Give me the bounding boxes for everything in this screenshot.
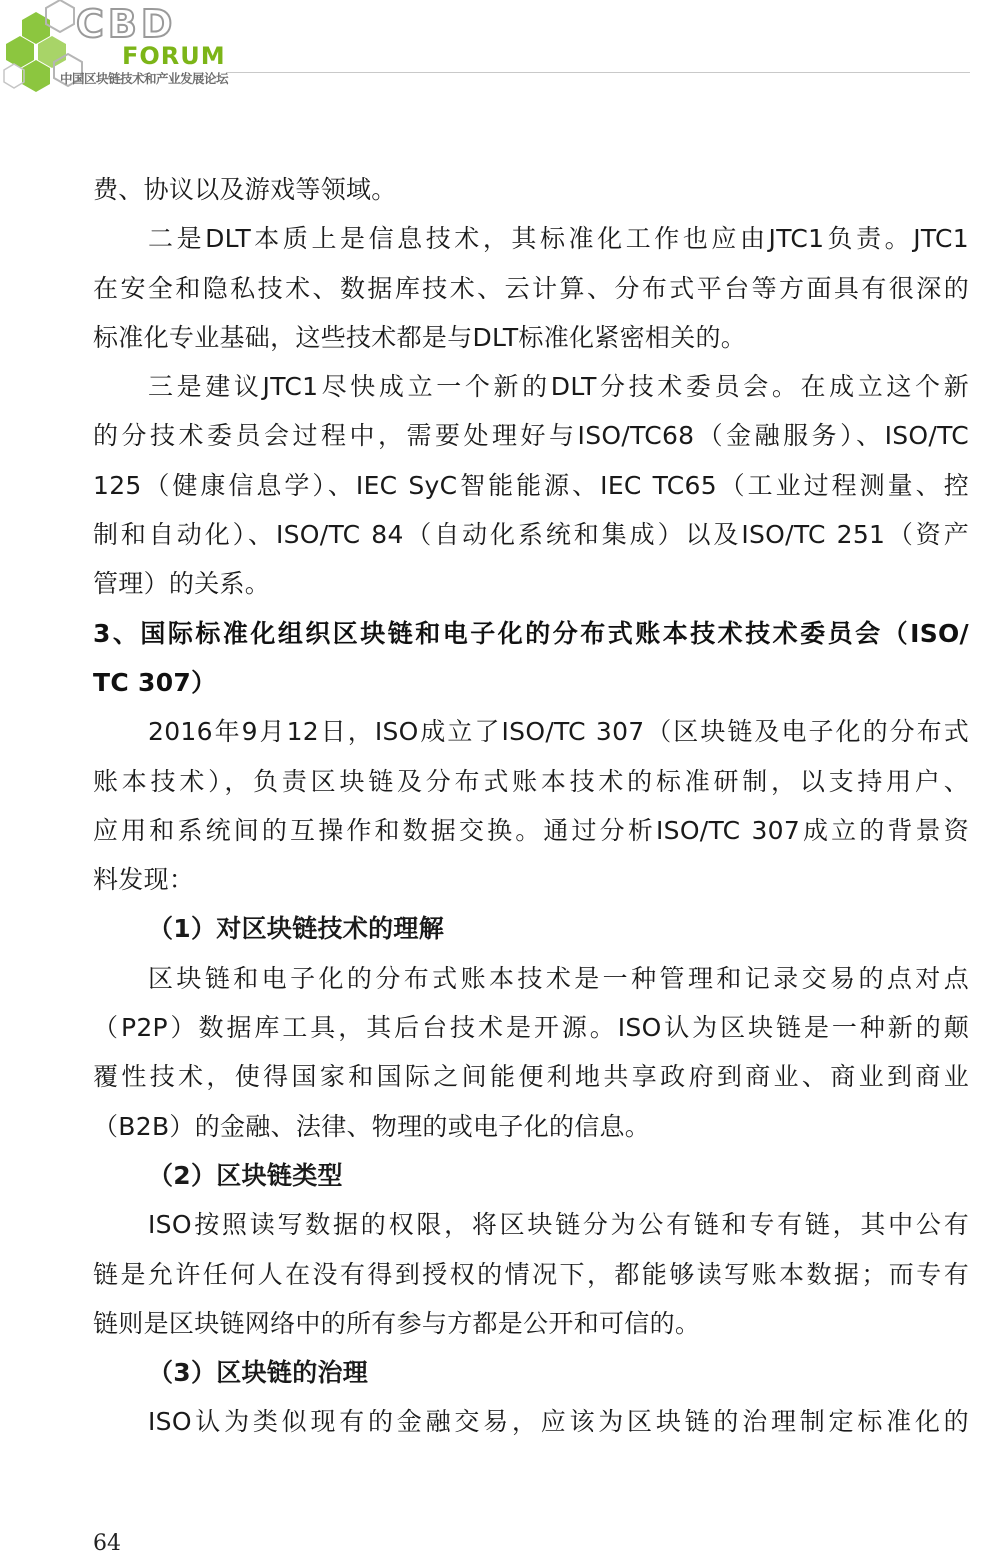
body-line: 2016年9月12日，ISO成立了ISO/TC 307（区块链及电子化的分布式 <box>148 717 969 747</box>
body-line: 标准化专业基础，这些技术都是与DLT标准化紧密相关的。 <box>93 322 747 352</box>
body-line: ISO按照读写数据的权限，将区块链分为公有链和专有链，其中公有 <box>148 1210 969 1240</box>
body-line: 区块链和电子化的分布式账本技术是一种管理和记录交易的点对点 <box>148 963 969 993</box>
body-line: （B2B）的金融、法律、物理的或电子化的信息。 <box>93 1111 651 1141</box>
body-line: 账本技术），负责区块链及分布式账本技术的标准研制，以支持用户、 <box>93 766 969 796</box>
body-line: 125（健康信息学）、IEC SyC智能能源、IEC TC65（工业过程测量、控 <box>93 470 969 500</box>
subsection-heading: （2）区块链类型 <box>148 1160 343 1190</box>
body-line: 覆性技术，使得国家和国际之间能便利地共享政府到商业、商业到商业 <box>93 1062 969 1092</box>
body-line: 费、协议以及游戏等领域。 <box>93 175 397 204</box>
body-line: （P2P）数据库工具，其后台技术是开源。ISO认为区块链是一种新的颠 <box>93 1013 969 1043</box>
section-heading-cont: TC 307） <box>93 667 217 697</box>
body-line: 制和自动化）、ISO/TC 84（自动化系统和集成）以及ISO/TC 251（资产 <box>93 520 969 550</box>
body-line: 管理）的关系。 <box>93 569 271 599</box>
body-line: 三是建议JTC1尽快成立一个新的DLT分技术委员会。在成立这个新 <box>148 372 969 402</box>
page-header <box>0 0 1000 110</box>
body-line: 的分技术委员会过程中，需要处理好与ISO/TC68（金融服务）、ISO/TC <box>93 421 969 451</box>
body-line: ISO认为类似现有的金融交易，应该为区块链的治理制定标准化的 <box>148 1407 969 1437</box>
body-line: 二是DLT本质上是信息技术，其标准化工作也应由JTC1负责。JTC1 <box>148 224 969 254</box>
body-line: 应用和系统间的互操作和数据交换。通过分析ISO/TC 307成立的背景资 <box>93 815 969 845</box>
logo-cbd-text: CBD <box>76 2 177 46</box>
logo-subtitle: 中国区块链技术和产业发展论坛 <box>60 71 229 86</box>
body-line: 链则是区块链网络中的所有参与方都是公开和可信的。 <box>93 1308 701 1338</box>
body-line: 在安全和隐私技术、数据库技术、云计算、分布式平台等方面具有很深的 <box>93 273 969 303</box>
section-heading: 3、国际标准化组织区块链和电子化的分布式账本技术技术委员会（ISO/ <box>93 618 969 648</box>
header-divider <box>226 72 970 73</box>
page-body <box>93 165 969 1447</box>
subsection-heading: （3）区块链的治理 <box>148 1358 369 1388</box>
logo-forum-text: FORUM <box>122 42 226 70</box>
subsection-heading: （1）对区块链技术的理解 <box>148 914 444 944</box>
body-line: 链是允许任何人在没有得到授权的情况下，都能够读写账本数据；而专有 <box>93 1259 969 1289</box>
body-line: 料发现： <box>93 865 195 895</box>
page-number: 64 <box>93 1531 121 1556</box>
